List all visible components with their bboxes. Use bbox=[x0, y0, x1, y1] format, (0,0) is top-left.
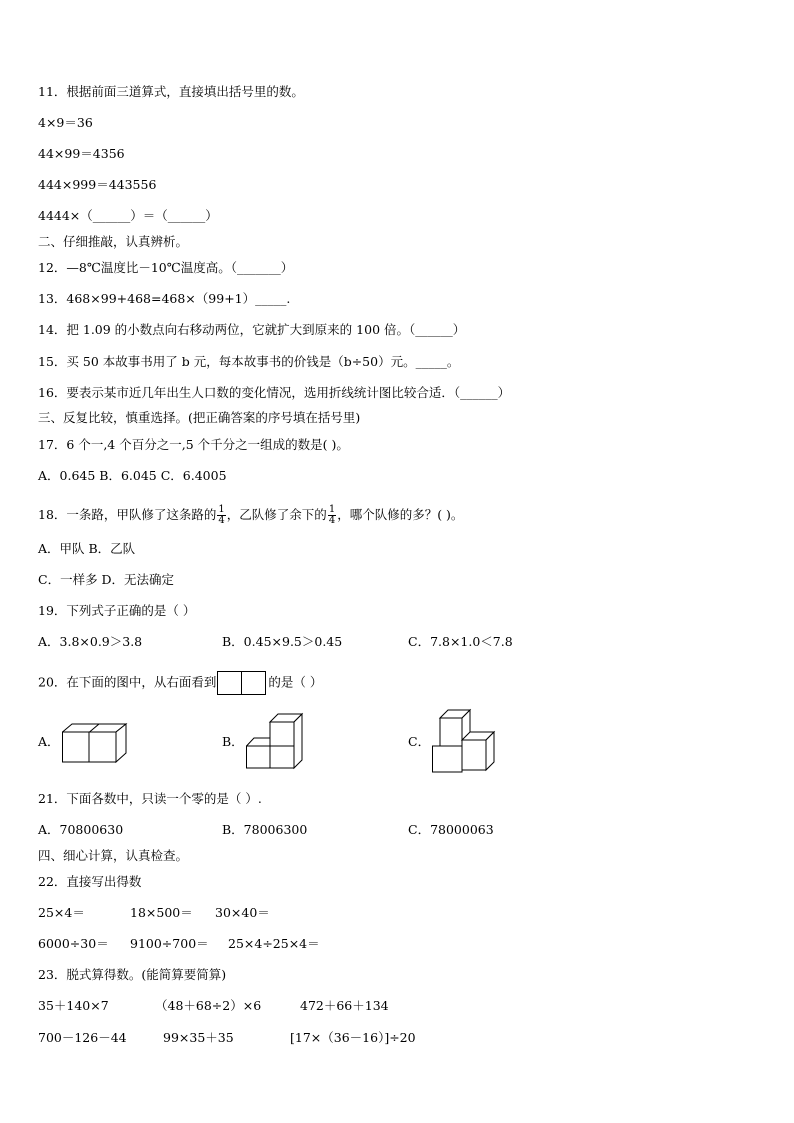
q21-option-a: A．70800630 bbox=[38, 822, 124, 837]
q16: 16．要表示某市近几年出生人口数的变化情况，选用折线统计图比较合适．（______） bbox=[38, 385, 511, 400]
q22-item: 30×40＝ bbox=[215, 905, 270, 920]
q23-prompt: 23．脱式算得数。(能简算要简算) bbox=[38, 967, 227, 982]
q23-item: 472＋66＋134 bbox=[300, 998, 389, 1013]
q18-text-1: 18．一条路，甲队修了这条路的 bbox=[38, 507, 217, 522]
right-view-two-squares-figure bbox=[217, 671, 267, 695]
q20-option-a-label: A． bbox=[38, 734, 60, 749]
q18-text-3: ，哪个队修的多？( )。 bbox=[337, 507, 464, 522]
q20-option-c-label: C． bbox=[408, 734, 431, 749]
q12: 12．—8℃温度比－10℃温度高。（_______） bbox=[38, 260, 294, 275]
q23-item: [17×（36－16）]÷20 bbox=[290, 1030, 416, 1045]
q13: 13．468×99+468=468×（99+1）_____. bbox=[38, 291, 291, 306]
q20-option-b-label: B． bbox=[222, 734, 244, 749]
q11-eq4: 4444×（______）＝（______） bbox=[38, 208, 218, 223]
q18-prompt bbox=[38, 505, 463, 526]
q23-item: 99×35＋35 bbox=[163, 1030, 234, 1045]
fraction-numerator: 1 bbox=[218, 504, 225, 515]
fraction-one-quarter bbox=[217, 505, 225, 526]
q18-text-2: ，乙队修了余下的 bbox=[226, 507, 327, 522]
q20-text-1: 20．在下面的图中，从右面看到 bbox=[38, 674, 217, 690]
q20-text-2: 的是（ ） bbox=[268, 674, 323, 690]
q22-prompt: 22．直接写出得数 bbox=[38, 874, 142, 889]
q11-prompt: 11．根据前面三道算式，直接填出括号里的数。 bbox=[38, 84, 304, 99]
q23-item: 35＋140×7 bbox=[38, 998, 109, 1013]
cube-figure-a bbox=[62, 720, 128, 764]
fraction-denominator: 4 bbox=[328, 515, 336, 526]
q17-prompt: 17．6 个一,4 个百分之一,5 个千分之一组成的数是( )。 bbox=[38, 437, 349, 452]
q14: 14．把 1.09 的小数点向右移动两位，它就扩大到原来的 100 倍。（______） bbox=[38, 322, 466, 337]
section-3-heading: 三、反复比较，慎重选择。(把正确答案的序号填在括号里) bbox=[38, 410, 361, 425]
fraction-numerator: 1 bbox=[328, 504, 336, 515]
q11-eq3: 444×999＝443556 bbox=[38, 177, 157, 192]
q17-options: A．0.645 B．6.045 C．6.4005 bbox=[38, 468, 227, 483]
q11-eq2: 44×99＝4356 bbox=[38, 146, 125, 161]
q21-prompt: 21．下面各数中，只读一个零的是（ ）. bbox=[38, 791, 262, 806]
q18-options-row2: C．一样多 D．无法确定 bbox=[38, 572, 175, 587]
q22-item: 18×500＝ bbox=[130, 905, 193, 920]
q21-option-b: B．78006300 bbox=[222, 822, 308, 837]
q21-option-c: C．78000063 bbox=[408, 822, 494, 837]
q19-prompt: 19．下列式子正确的是（ ） bbox=[38, 603, 196, 618]
cube-figure-c bbox=[432, 708, 496, 774]
fraction-denominator: 4 bbox=[218, 515, 225, 526]
q20-prompt bbox=[38, 671, 322, 695]
q23-item: （48＋68÷2）×6 bbox=[155, 998, 262, 1013]
q22-item: 9100÷700＝ bbox=[130, 936, 209, 951]
q18-options-row1: A．甲队 B．乙队 bbox=[38, 541, 136, 556]
section-2-heading: 二、仔细推敲，认真辨析。 bbox=[38, 234, 189, 249]
fraction-one-quarter bbox=[328, 505, 336, 526]
q23-item: 700－126－44 bbox=[38, 1030, 127, 1045]
q22-item: 25×4＝ bbox=[38, 905, 85, 920]
q19-option-a: A．3.8×0.9＞3.8 bbox=[38, 634, 143, 649]
q22-item: 6000÷30＝ bbox=[38, 936, 109, 951]
q11-eq1: 4×9＝36 bbox=[38, 115, 93, 130]
cube-figure-b bbox=[246, 712, 304, 770]
q15: 15．买 50 本故事书用了 b 元，每本故事书的价钱是（b÷50）元。_____。 bbox=[38, 354, 460, 369]
q22-item: 25×4÷25×4＝ bbox=[228, 936, 320, 951]
q19-option-c: C．7.8×1.0＜7.8 bbox=[408, 634, 513, 649]
section-4-heading: 四、细心计算，认真检查。 bbox=[38, 848, 189, 863]
q19-option-b: B．0.45×9.5＞0.45 bbox=[222, 634, 343, 649]
